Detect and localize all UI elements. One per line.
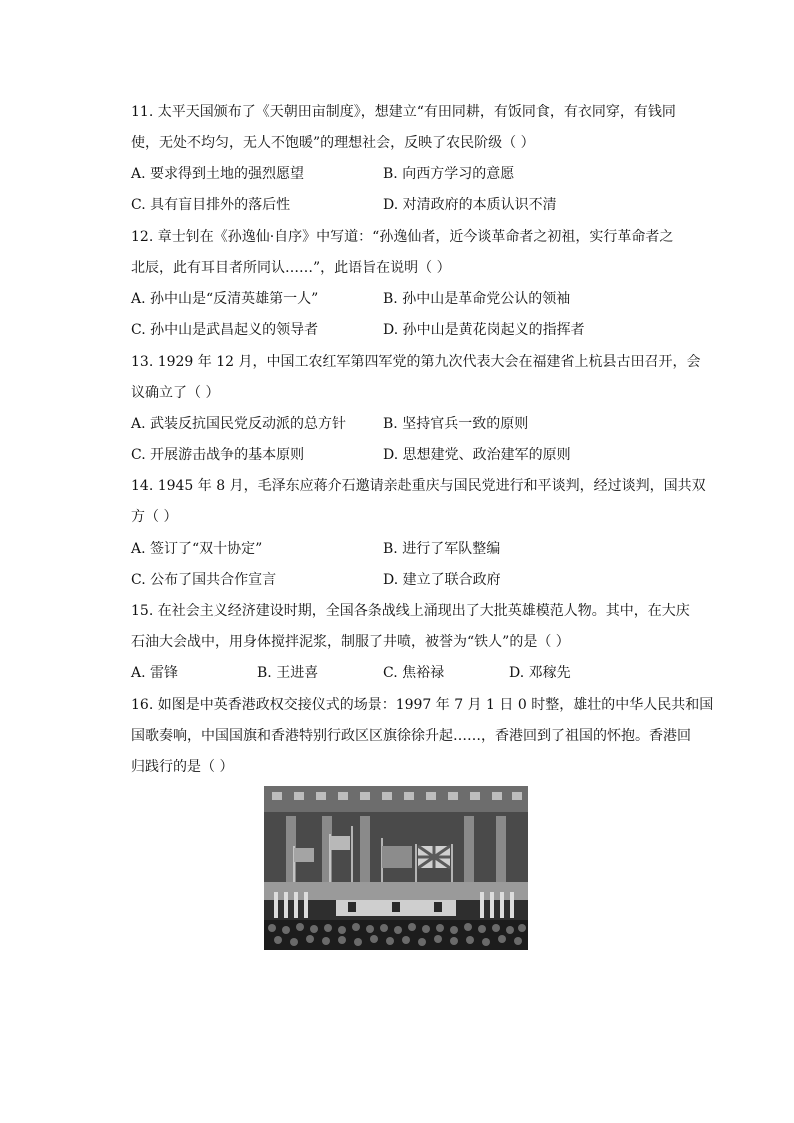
q13-option-b[interactable]: B. 坚持官兵一致的原则	[383, 416, 529, 432]
q11-option-a[interactable]: A. 要求得到土地的强烈愿望	[131, 166, 305, 182]
q11-option-b[interactable]: B. 向西方学习的意愿	[383, 166, 515, 182]
q15-option-c[interactable]: C. 焦裕禄	[383, 665, 445, 681]
q13-option-d[interactable]: D. 思想建党、政治建军的原则	[383, 447, 571, 463]
q11-stem-line2: 使，无处不均匀，无人不饱暖”的理想社会，反映了农民阶级（ ）	[131, 135, 535, 151]
q12-option-b[interactable]: B. 孙中山是革命党公认的领袖	[383, 291, 571, 307]
q11-stem-line1: 11. 太平天国颁布了《天朝田亩制度》，想建立“有田同耕，有饭同食，有衣同穿，有钱同	[131, 104, 676, 120]
q14-option-c[interactable]: C. 公布了国共合作宣言	[131, 572, 277, 588]
q16-stem-line2: 国歌奏响，中国国旗和香港特别行政区区旗徐徐升起……，香港回到了祖国的怀抱。香港回	[131, 728, 691, 744]
q14-option-a[interactable]: A. 签订了“双十协定”	[131, 541, 263, 557]
q12-option-a[interactable]: A. 孙中山是“反清英雄第一人”	[131, 291, 319, 307]
q12-stem-line2: 北辰，此有耳目者所同认……”，此语旨在说明（ ）	[131, 260, 451, 276]
q13-stem-line2: 议确立了（ ）	[131, 385, 220, 401]
q12-option-c[interactable]: C. 孙中山是武昌起义的领导者	[131, 322, 319, 338]
q11-option-c[interactable]: C. 具有盲目排外的落后性	[131, 197, 291, 213]
q12-stem-line1: 12. 章士钊在《孙逸仙·自序》中写道：“孙逸仙者，近今谈革命者之初祖，实行革命者之	[131, 229, 674, 245]
handover-ceremony-photo	[264, 786, 528, 950]
q15-stem-line1: 15. 在社会主义经济建设时期，全国各条战线上涌现出了大批英雄模范人物。其中，在大庆	[131, 603, 690, 619]
q14-option-b[interactable]: B. 进行了军队整编	[383, 541, 501, 557]
q16-stem-line1: 16. 如图是中英香港政权交接仪式的场景：1997 年 7 月 1 日 0 时整，雄壮的中华人民共和国	[131, 697, 714, 713]
ceremony-scene-icon	[264, 786, 528, 950]
q15-stem-line2: 石油大会战中，用身体搅拌泥浆，制服了井喷，被誉为“铁人”的是（ ）	[131, 634, 570, 650]
q14-stem-line1: 14. 1945 年 8 月，毛泽东应蒋介石邀请亲赴重庆与国民党进行和平谈判，经过谈判，国共双	[131, 478, 706, 494]
q15-option-b[interactable]: B. 王进喜	[257, 665, 319, 681]
q13-option-c[interactable]: C. 开展游击战争的基本原则	[131, 447, 305, 463]
q12-option-d[interactable]: D. 孙中山是黄花岗起义的指挥者	[383, 322, 585, 338]
q11-option-d[interactable]: D. 对清政府的本质认识不清	[383, 197, 557, 213]
q14-stem-line2: 方（ ）	[131, 509, 178, 525]
q13-option-a[interactable]: A. 武装反抗国民党反动派的总方针	[131, 416, 347, 432]
q13-stem-line1: 13. 1929 年 12 月，中国工农红军第四军党的第九次代表大会在福建省上杭县古田召开，会	[131, 354, 701, 370]
q15-option-a[interactable]: A. 雷锋	[131, 665, 179, 681]
q15-option-d[interactable]: D. 邓稼先	[509, 665, 571, 681]
q16-stem-line3: 归践行的是（ ）	[131, 759, 234, 775]
q14-option-d[interactable]: D. 建立了联合政府	[383, 572, 501, 588]
